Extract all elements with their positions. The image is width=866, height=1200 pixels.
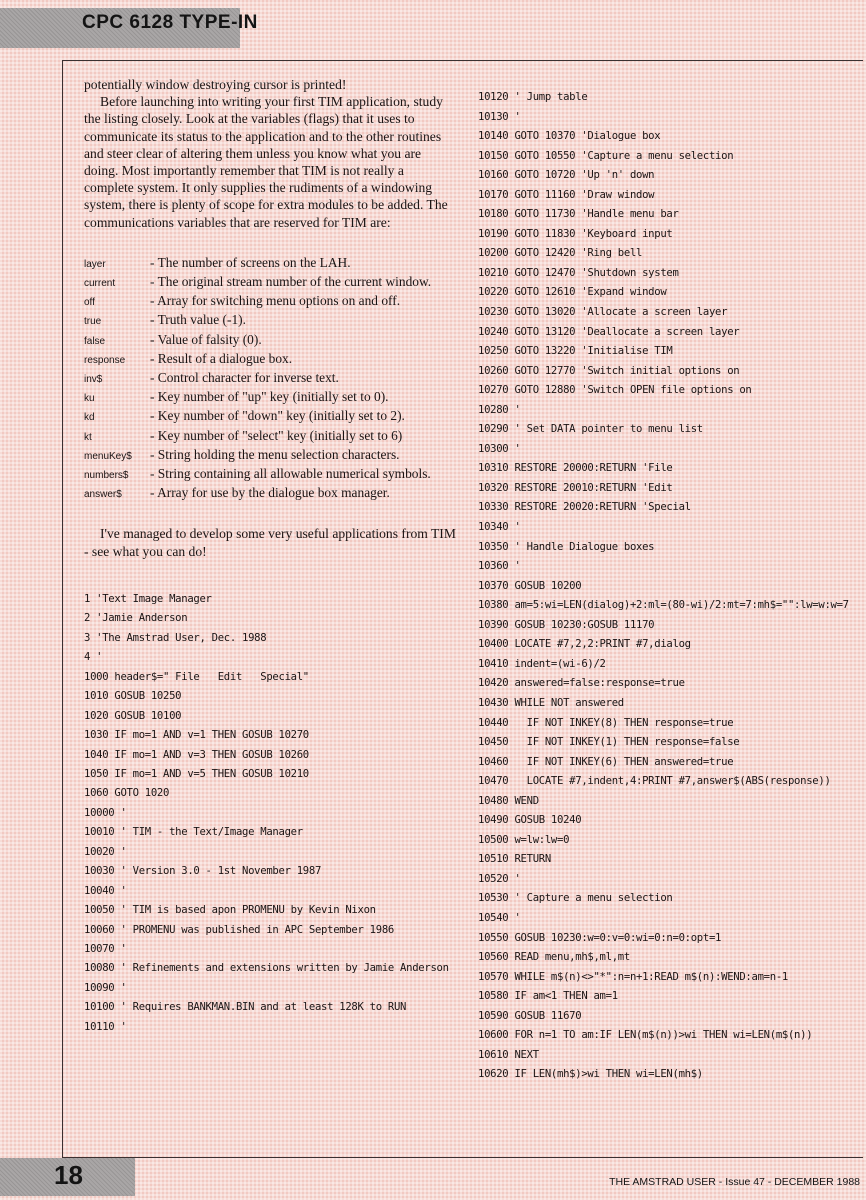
code-line: 10360 '	[478, 560, 521, 573]
variable-description: - String containing all allowable numerical symbols.	[150, 466, 431, 482]
variable-name: kd	[84, 412, 95, 424]
variable-name: inv$	[84, 374, 103, 386]
code-line: 10090 '	[84, 981, 127, 994]
code-line: 10140 GOTO 10370 'Dialogue box	[478, 130, 661, 143]
variable-row	[84, 331, 456, 350]
code-line: 10070 '	[84, 943, 127, 956]
left-column	[84, 76, 456, 1037]
code-line: 10380 am=5:wi=LEN(dialog)+2:ml=(80-wi)/2:mt=7:mh$="":lw=w:w=7	[478, 599, 849, 612]
code-line: 10580 IF am<1 THEN am=1	[478, 990, 618, 1003]
variable-name: menuKey$	[84, 450, 132, 462]
variable-description: - Truth value (-1).	[150, 312, 246, 328]
variable-row	[84, 427, 456, 446]
code-line: 10010 ' TIM - the Text/Image Manager	[84, 826, 303, 839]
code-line: 10130 '	[478, 110, 521, 123]
variable-row	[84, 311, 456, 330]
code-line: 10490 GOSUB 10240	[478, 814, 582, 827]
variable-row	[84, 369, 456, 388]
code-line: 10160 GOTO 10720 'Up 'n' down	[478, 169, 655, 182]
code-line: 10200 GOTO 12420 'Ring bell	[478, 247, 643, 260]
body-paragraph: Before launching into writing your first TIM application, study the listing closely. Look at the variables (flags) that it uses to communicate its status to the application and to the other routines and steer clear of altering them unless you know what you are doing. Most importantly remember that TIM is not really a complete system. It only supplies the rudiments of a windowing system, there is plenty of scope for extra modules to be added. The communications variables that are reserved for TIM are:	[84, 94, 448, 230]
code-line: 10400 LOCATE #7,2,2:PRINT #7,dialog	[478, 638, 691, 651]
code-listing-left	[84, 590, 456, 1037]
code-line: 10590 GOSUB 11670	[478, 1009, 582, 1022]
variable-name: ku	[84, 393, 95, 405]
variable-name: false	[84, 335, 106, 347]
code-line: 10540 '	[478, 911, 521, 924]
code-line: 10080 ' Refinements and extensions written by Jamie Anderson	[84, 962, 449, 975]
code-line: 10210 GOTO 12470 'Shutdown system	[478, 266, 679, 279]
variable-description: - The number of screens on the LAH.	[150, 254, 351, 270]
code-line: 10510 RETURN	[478, 853, 551, 866]
variable-description: - Value of falsity (0).	[150, 331, 262, 347]
code-line: 10550 GOSUB 10230:w=0:v=0:wi=0:n=0:opt=1	[478, 931, 722, 944]
code-line: 10470 LOCATE #7,indent,4:PRINT #7,answer$(ABS(response))	[478, 775, 831, 788]
code-line: 10220 GOTO 12610 'Expand window	[478, 286, 667, 299]
code-line: 10260 GOTO 12770 'Switch initial options on	[478, 364, 740, 377]
code-line: 10460 IF NOT INKEY(6) THEN answered=true	[478, 755, 734, 768]
code-line: 10530 ' Capture a menu selection	[478, 892, 673, 905]
code-line: 10000 '	[84, 806, 127, 819]
variable-description: - The original stream number of the current window.	[150, 274, 432, 290]
code-line: 10270 GOTO 12880 'Switch OPEN file options on	[478, 384, 752, 397]
variable-row	[84, 407, 456, 426]
code-line: 10340 '	[478, 521, 521, 534]
code-line: 10030 ' Version 3.0 - 1st November 1987	[84, 865, 322, 878]
code-line: 1060 GOTO 1020	[84, 787, 170, 800]
code-line: 10570 WHILE m$(n)<>"*":n=n+1:READ m$(n):WEND:am=n-1	[478, 970, 788, 983]
code-line: 10610 NEXT	[478, 1048, 539, 1061]
variable-description: - Array for switching menu options on and off.	[150, 293, 401, 309]
code-line: 10620 IF LEN(mh$)>wi THEN wi=LEN(mh$)	[478, 1068, 703, 1081]
code-line: 1000 header$=" File Edit Special"	[84, 670, 309, 683]
variable-row	[84, 388, 456, 407]
variable-name: kt	[84, 431, 92, 443]
closing-paragraph: I've managed to develop some very useful applications from TIM - see what you can do!	[84, 526, 456, 559]
variable-name: numbers$	[84, 470, 129, 482]
variable-description: - Control character for inverse text.	[150, 370, 339, 386]
code-line: 10600 FOR n=1 TO am:IF LEN(m$(n))>wi THEN wi=LEN(m$(n))	[478, 1029, 813, 1042]
variable-name: true	[84, 316, 102, 328]
variable-name: off	[84, 297, 95, 309]
code-line: 10370 GOSUB 10200	[478, 579, 582, 592]
variable-description: - Key number of "up" key (initially set to 0).	[150, 389, 389, 405]
code-line: 10300 '	[478, 442, 521, 455]
code-line: 3 'The Amstrad User, Dec. 1988	[84, 631, 267, 644]
variable-row	[84, 465, 456, 484]
code-line: 1050 IF mo=1 AND v=5 THEN GOSUB 10210	[84, 767, 309, 780]
code-line: 10500 w=lw:lw=0	[478, 833, 570, 846]
variable-row	[84, 254, 456, 273]
variable-description: - Key number of "down" key (initially set to 2).	[150, 408, 405, 424]
right-column	[478, 88, 862, 1085]
code-line: 10420 answered=false:response=true	[478, 677, 685, 690]
code-line: 10290 ' Set DATA pointer to menu list	[478, 423, 703, 436]
code-line: 10190 GOTO 11830 'Keyboard input	[478, 227, 673, 240]
variable-name: current	[84, 278, 116, 290]
code-line: 1 'Text Image Manager	[84, 592, 212, 605]
code-line: 10040 '	[84, 884, 127, 897]
code-line: 10020 '	[84, 845, 127, 858]
code-line: 10150 GOTO 10550 'Capture a menu selection	[478, 149, 734, 162]
code-line: 1030 IF mo=1 AND v=1 THEN GOSUB 10270	[84, 729, 309, 742]
code-line: 2 'Jamie Anderson	[84, 612, 188, 625]
code-line: 10310 RESTORE 20000:RETURN 'File	[478, 462, 673, 475]
variable-description: - Array for use by the dialogue box manager.	[150, 485, 390, 501]
variable-description: - Key number of "select" key (initially set to 6)	[150, 427, 403, 443]
code-line: 10230 GOTO 13020 'Allocate a screen layer	[478, 306, 728, 319]
variable-name: response	[84, 354, 126, 366]
variables-list	[84, 254, 456, 504]
variable-name: answer$	[84, 489, 122, 501]
page-number: 18	[54, 1160, 83, 1190]
code-line: 1010 GOSUB 10250	[84, 690, 182, 703]
code-line: 10240 GOTO 13120 'Deallocate a screen layer	[478, 325, 740, 338]
code-line: 10250 GOTO 13220 'Initialise TIM	[478, 345, 673, 358]
code-line: 10100 ' Requires BANKMAN.BIN and at least 128K to RUN	[84, 1001, 407, 1014]
variable-row	[84, 350, 456, 369]
variable-row	[84, 292, 456, 311]
code-line: 10170 GOTO 11160 'Draw window	[478, 188, 655, 201]
variable-row	[84, 446, 456, 465]
code-line: 10440 IF NOT INKEY(8) THEN response=true	[478, 716, 734, 729]
publication-footer: THE AMSTRAD USER - Issue 47 - DECEMBER 1988	[609, 1176, 860, 1188]
code-line: 10410 indent=(wi-6)/2	[478, 657, 606, 670]
variable-description: - String holding the menu selection characters.	[150, 446, 400, 462]
page-header-title: CPC 6128 TYPE-IN	[82, 12, 258, 33]
code-line: 10350 ' Handle Dialogue boxes	[478, 540, 655, 553]
variable-description: - Result of a dialogue box.	[150, 350, 293, 366]
code-line: 10110 '	[84, 1020, 127, 1033]
code-line: 10180 GOTO 11730 'Handle menu bar	[478, 208, 679, 221]
code-line: 10520 '	[478, 872, 521, 885]
code-line: 10450 IF NOT INKEY(1) THEN response=false	[478, 736, 740, 749]
variable-row	[84, 273, 456, 292]
variable-name: layer	[84, 258, 106, 270]
code-line: 10060 ' PROMENU was published in APC September 1986	[84, 923, 394, 936]
code-line: 10280 '	[478, 403, 521, 416]
code-line: 10320 RESTORE 20010:RETURN 'Edit	[478, 481, 673, 494]
code-line: 1020 GOSUB 10100	[84, 709, 182, 722]
intro-paragraph: potentially window destroying cursor is printed!	[84, 77, 347, 92]
code-line: 10050 ' TIM is based apon PROMENU by Kevin Nixon	[84, 904, 376, 917]
code-line: 10560 READ menu,mh$,ml,mt	[478, 951, 630, 964]
code-line: 10430 WHILE NOT answered	[478, 696, 624, 709]
code-line: 10480 WEND	[478, 794, 539, 807]
code-line: 10390 GOSUB 10230:GOSUB 11170	[478, 618, 655, 631]
code-line: 1040 IF mo=1 AND v=3 THEN GOSUB 10260	[84, 748, 309, 761]
code-line: 10330 RESTORE 20020:RETURN 'Special	[478, 501, 691, 514]
code-listing-right	[478, 88, 862, 1085]
variable-row	[84, 484, 456, 503]
code-line: 10120 ' Jump table	[478, 91, 588, 103]
code-line: 4 '	[84, 651, 103, 664]
